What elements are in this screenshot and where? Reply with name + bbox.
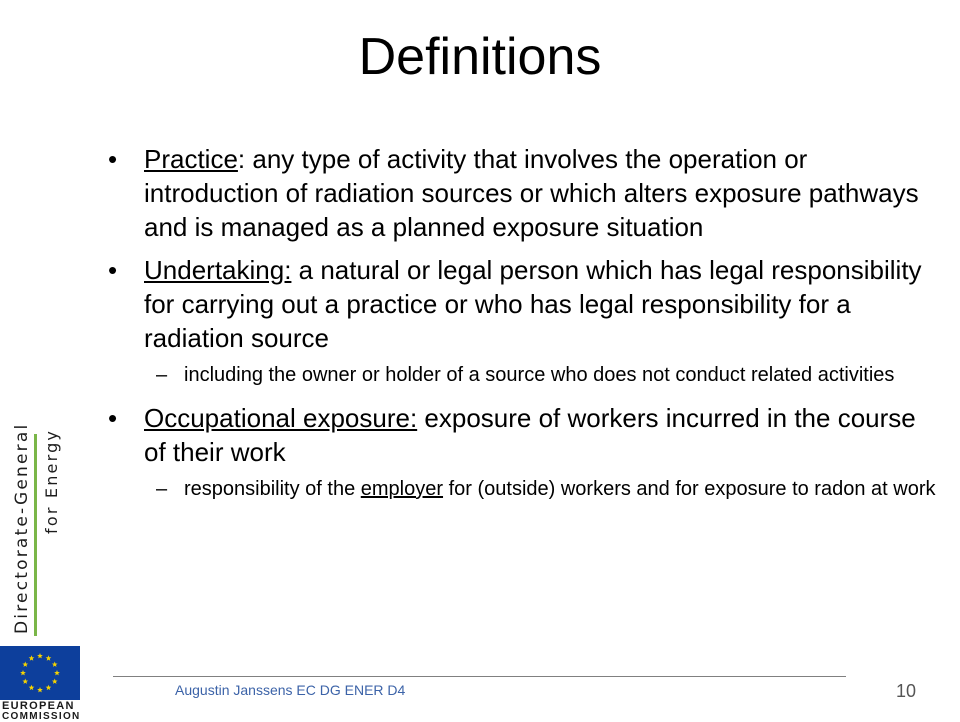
footer-divider (113, 676, 846, 677)
slide-title: Definitions (358, 28, 602, 86)
logo-commission: COMMISSION (2, 711, 81, 722)
term-undertaking: Undertaking: (144, 255, 292, 285)
term-employer: employer (360, 478, 444, 500)
sidebar-divider (34, 434, 37, 636)
term-occupational-exposure: Occupational exposure: (144, 403, 418, 433)
bullet-list (108, 142, 940, 515)
page-number: 10 (896, 681, 917, 701)
sub-bullet-undertaking (108, 362, 940, 388)
sub-text-after: for (outside) workers and for exposure to radon at work (443, 478, 936, 500)
term-practice: Practice (144, 144, 238, 174)
footer-author: Augustin Janssens EC DG ENER D4 (175, 682, 406, 698)
logo-european: EUROPEAN (2, 700, 75, 712)
definition-occupational-exposure: exposure of workers incurred in the course of their work (144, 403, 916, 467)
dash-marker: – (156, 364, 168, 386)
sidebar-directorate-label: Directorate-General (12, 422, 32, 634)
sub-text-undertaking: including the owner or holder of a source who does not conduct related activities (184, 364, 895, 386)
bullet-marker: • (108, 144, 118, 174)
definition-undertaking: a natural or legal person which has legal responsibility for carrying out a practice or who has legal responsibility for a radiation source (144, 255, 922, 353)
bullet-practice (108, 142, 940, 244)
bullet-occupational-exposure (108, 401, 940, 469)
sub-text-before: responsibility of the (184, 478, 361, 500)
sub-bullet-occupational (108, 476, 940, 502)
sidebar-energy-label: for Energy (42, 428, 61, 534)
dash-marker: – (156, 478, 168, 500)
bullet-undertaking (108, 253, 940, 355)
definition-practice: : any type of activity that involves the operation or introduction of radiation sources or which alters exposure pathways and is managed as a planned exposure situation (144, 144, 919, 242)
eu-flag-icon (0, 646, 80, 700)
bullet-marker: • (108, 403, 118, 433)
bullet-marker: • (108, 255, 118, 285)
